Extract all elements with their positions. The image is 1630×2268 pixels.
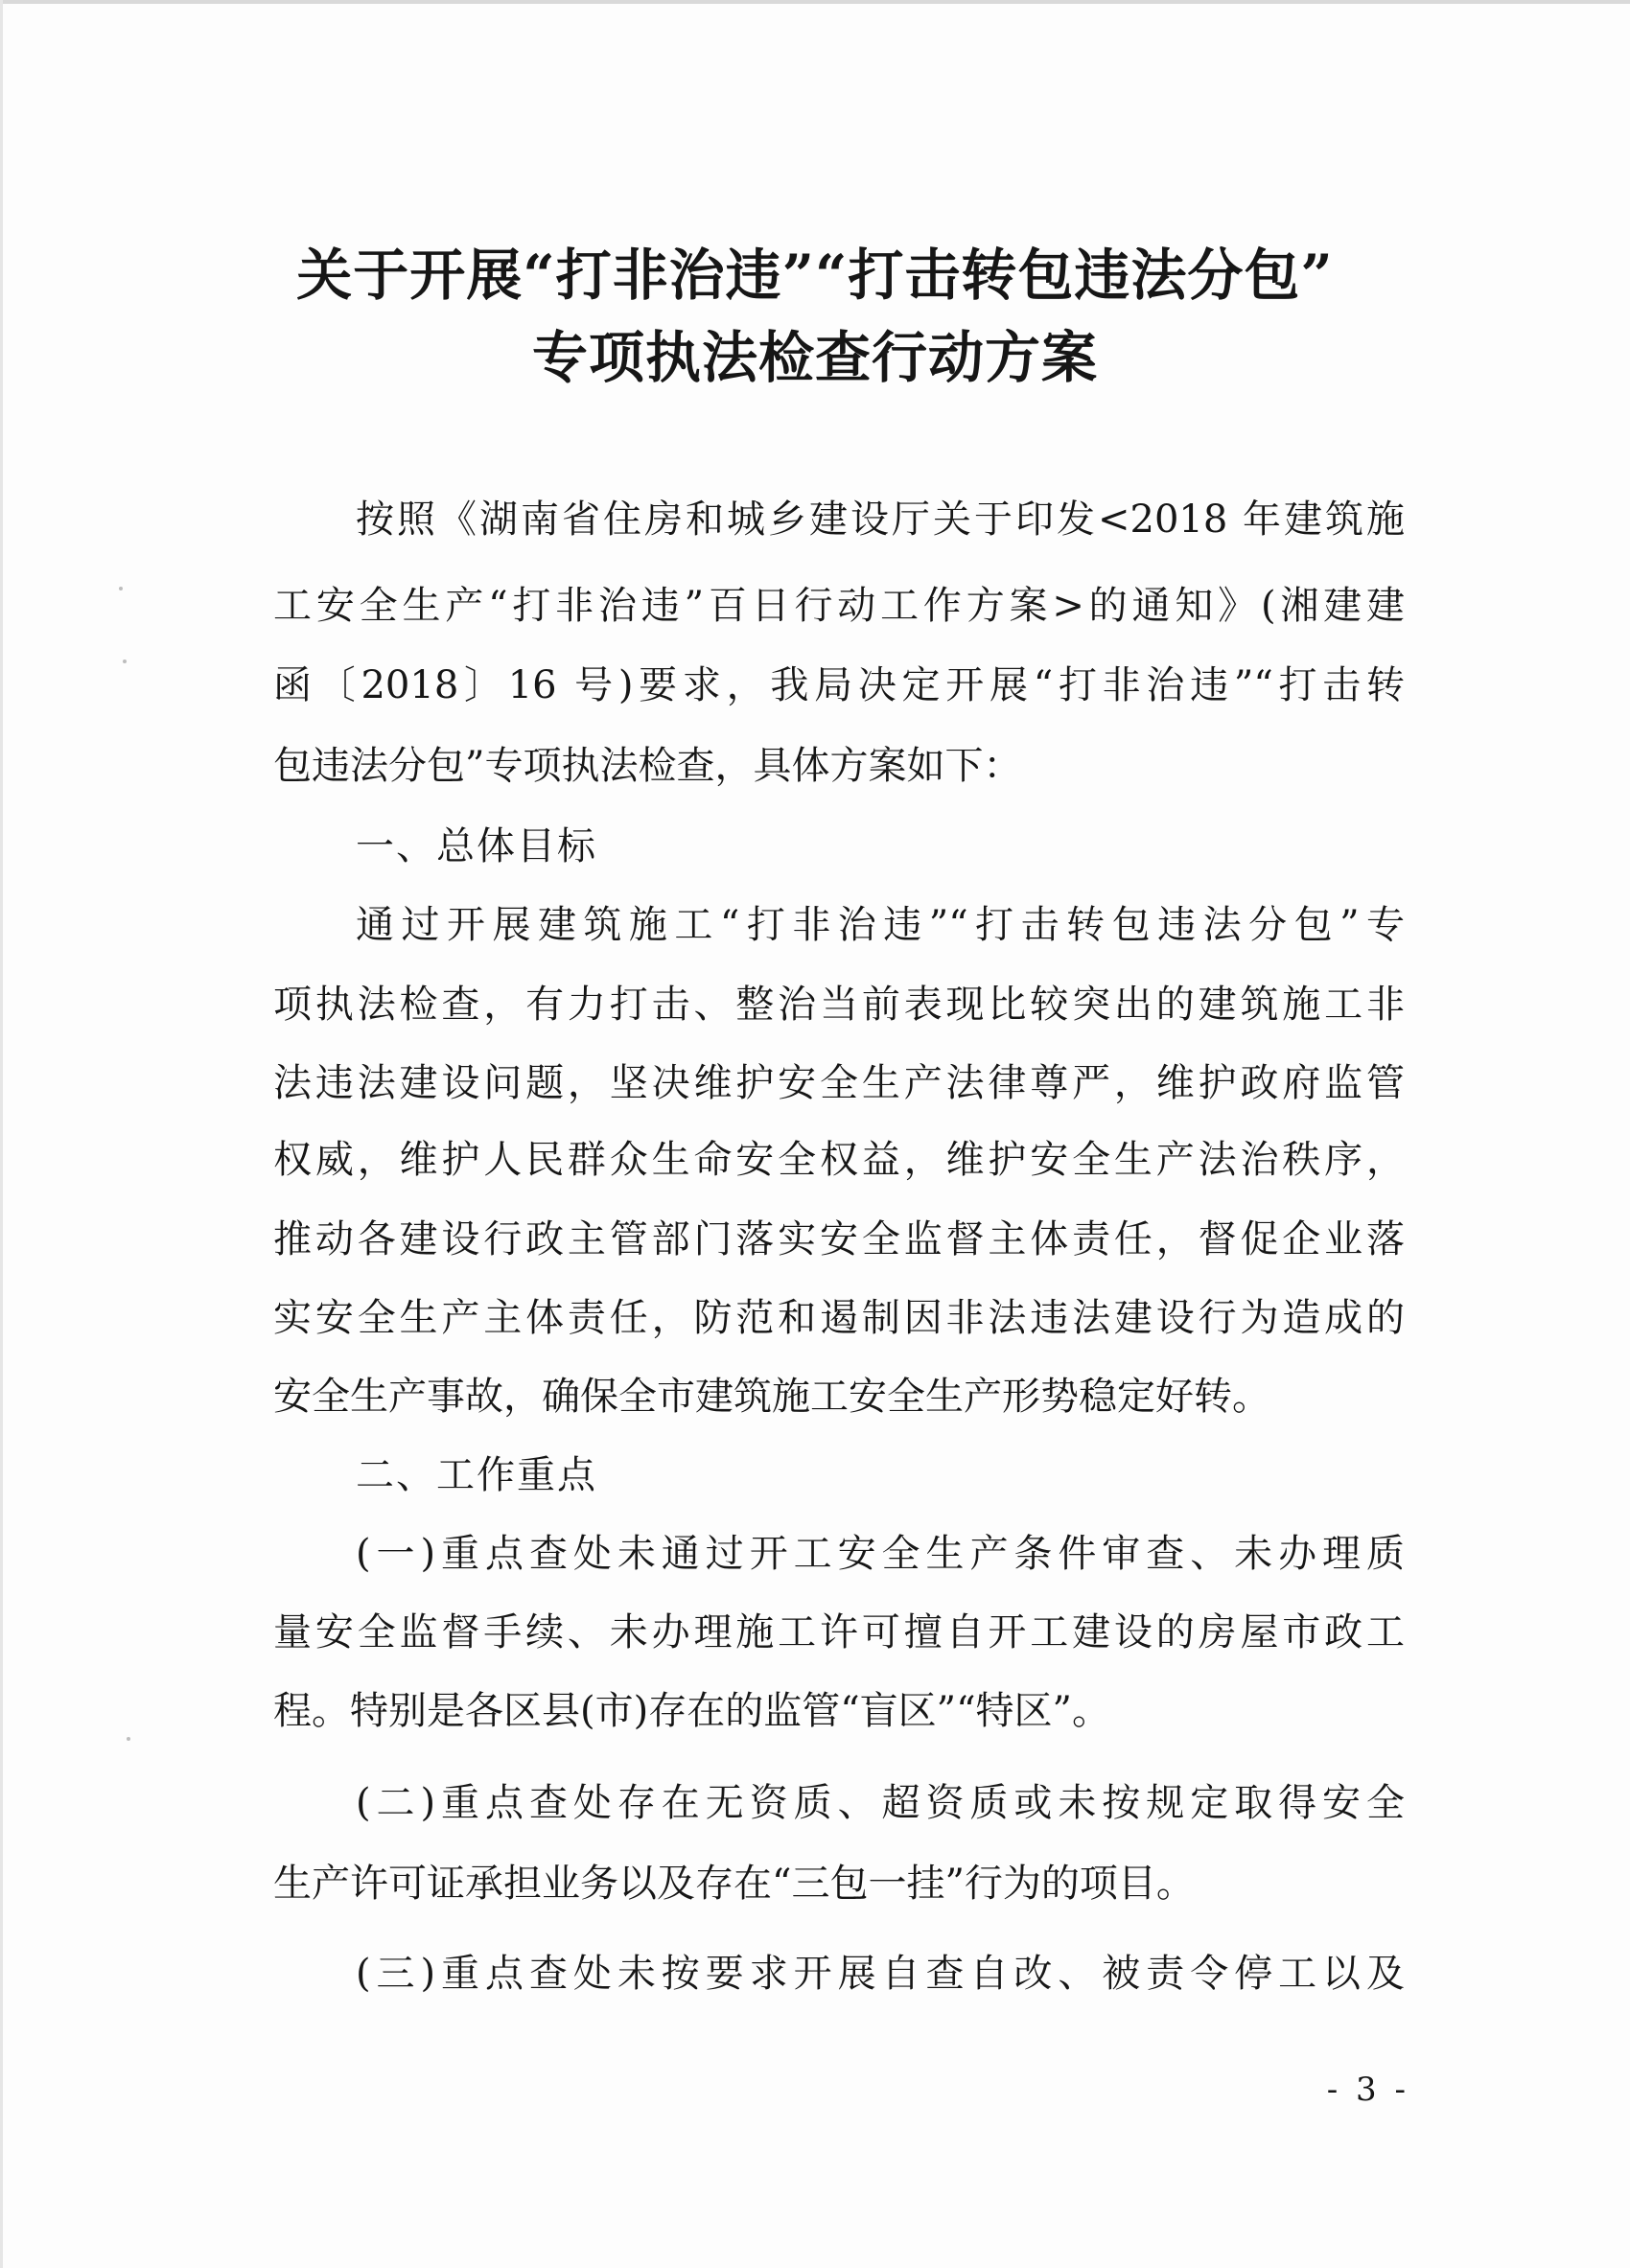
section1-line: 项执法检查，有力打击、整治当前表现比较突出的建筑施工非: [273, 983, 1405, 1027]
intro-line: 包违法分包”专项执法检查，具体方案如下：: [273, 744, 1022, 788]
section1-line: 通过开展建筑施工“打非治违”“打击转包违法分包”专: [356, 903, 1405, 947]
section1-line: 权威，维护人民群众生命安全权益，维护安全生产法治秩序，: [273, 1138, 1405, 1182]
intro-line: 工安全生产“打非治违”百日行动工作方案>的通知》(湘建建: [273, 584, 1405, 628]
section1-line: 法违法建设问题，坚决维护安全生产法律尊严，维护政府监管: [273, 1061, 1405, 1105]
intro-line: 函〔2018〕16 号)要求，我局决定开展“打非治违”“打击转: [273, 663, 1405, 707]
scan-speck: [127, 1737, 130, 1741]
document-title-line1: 关于开展“打非治违”“打击转包违法分包”: [296, 243, 1334, 308]
section1-line: 实安全生产主体责任，防范和遏制因非法违法建设行为造成的: [273, 1296, 1405, 1340]
item3-line: (三)重点查处未按要求开展自查自改、被责令停工以及: [356, 1952, 1405, 1996]
section1-line: 安全生产事故，确保全市建筑施工安全生产形势稳定好转。: [273, 1375, 1270, 1419]
page-number: - 3 -: [1326, 2071, 1409, 2109]
scan-speck: [123, 660, 127, 663]
scan-speck: [119, 587, 123, 590]
item2-line: 生产许可证承担业务以及存在“三包一挂”行为的项目。: [273, 1862, 1195, 1906]
section1-line: 推动各建设行政主管部门落实安全监督主体责任，督促企业落: [273, 1217, 1405, 1261]
item2-line: (二)重点查处存在无资质、超资质或未按规定取得安全: [356, 1781, 1405, 1825]
item1-line: (一)重点查处未通过开工安全生产条件审查、未办理质: [356, 1532, 1405, 1576]
document-title-line2: 专项执法检查行动方案: [531, 325, 1098, 390]
scan-edge-top: [0, 0, 1630, 4]
item1-line: 程。特别是各区县(市)存在的监管“盲区”“特区”。: [273, 1689, 1111, 1733]
intro-line: 按照《湖南省住房和城乡建设厅关于印发<2018 年建筑施: [356, 498, 1405, 542]
section-heading-work-focus: 二、工作重点: [356, 1453, 597, 1497]
item1-line: 量安全监督手续、未办理施工许可擅自开工建设的房屋市政工: [273, 1610, 1405, 1655]
section-heading-overall-goal: 一、总体目标: [356, 824, 597, 868]
